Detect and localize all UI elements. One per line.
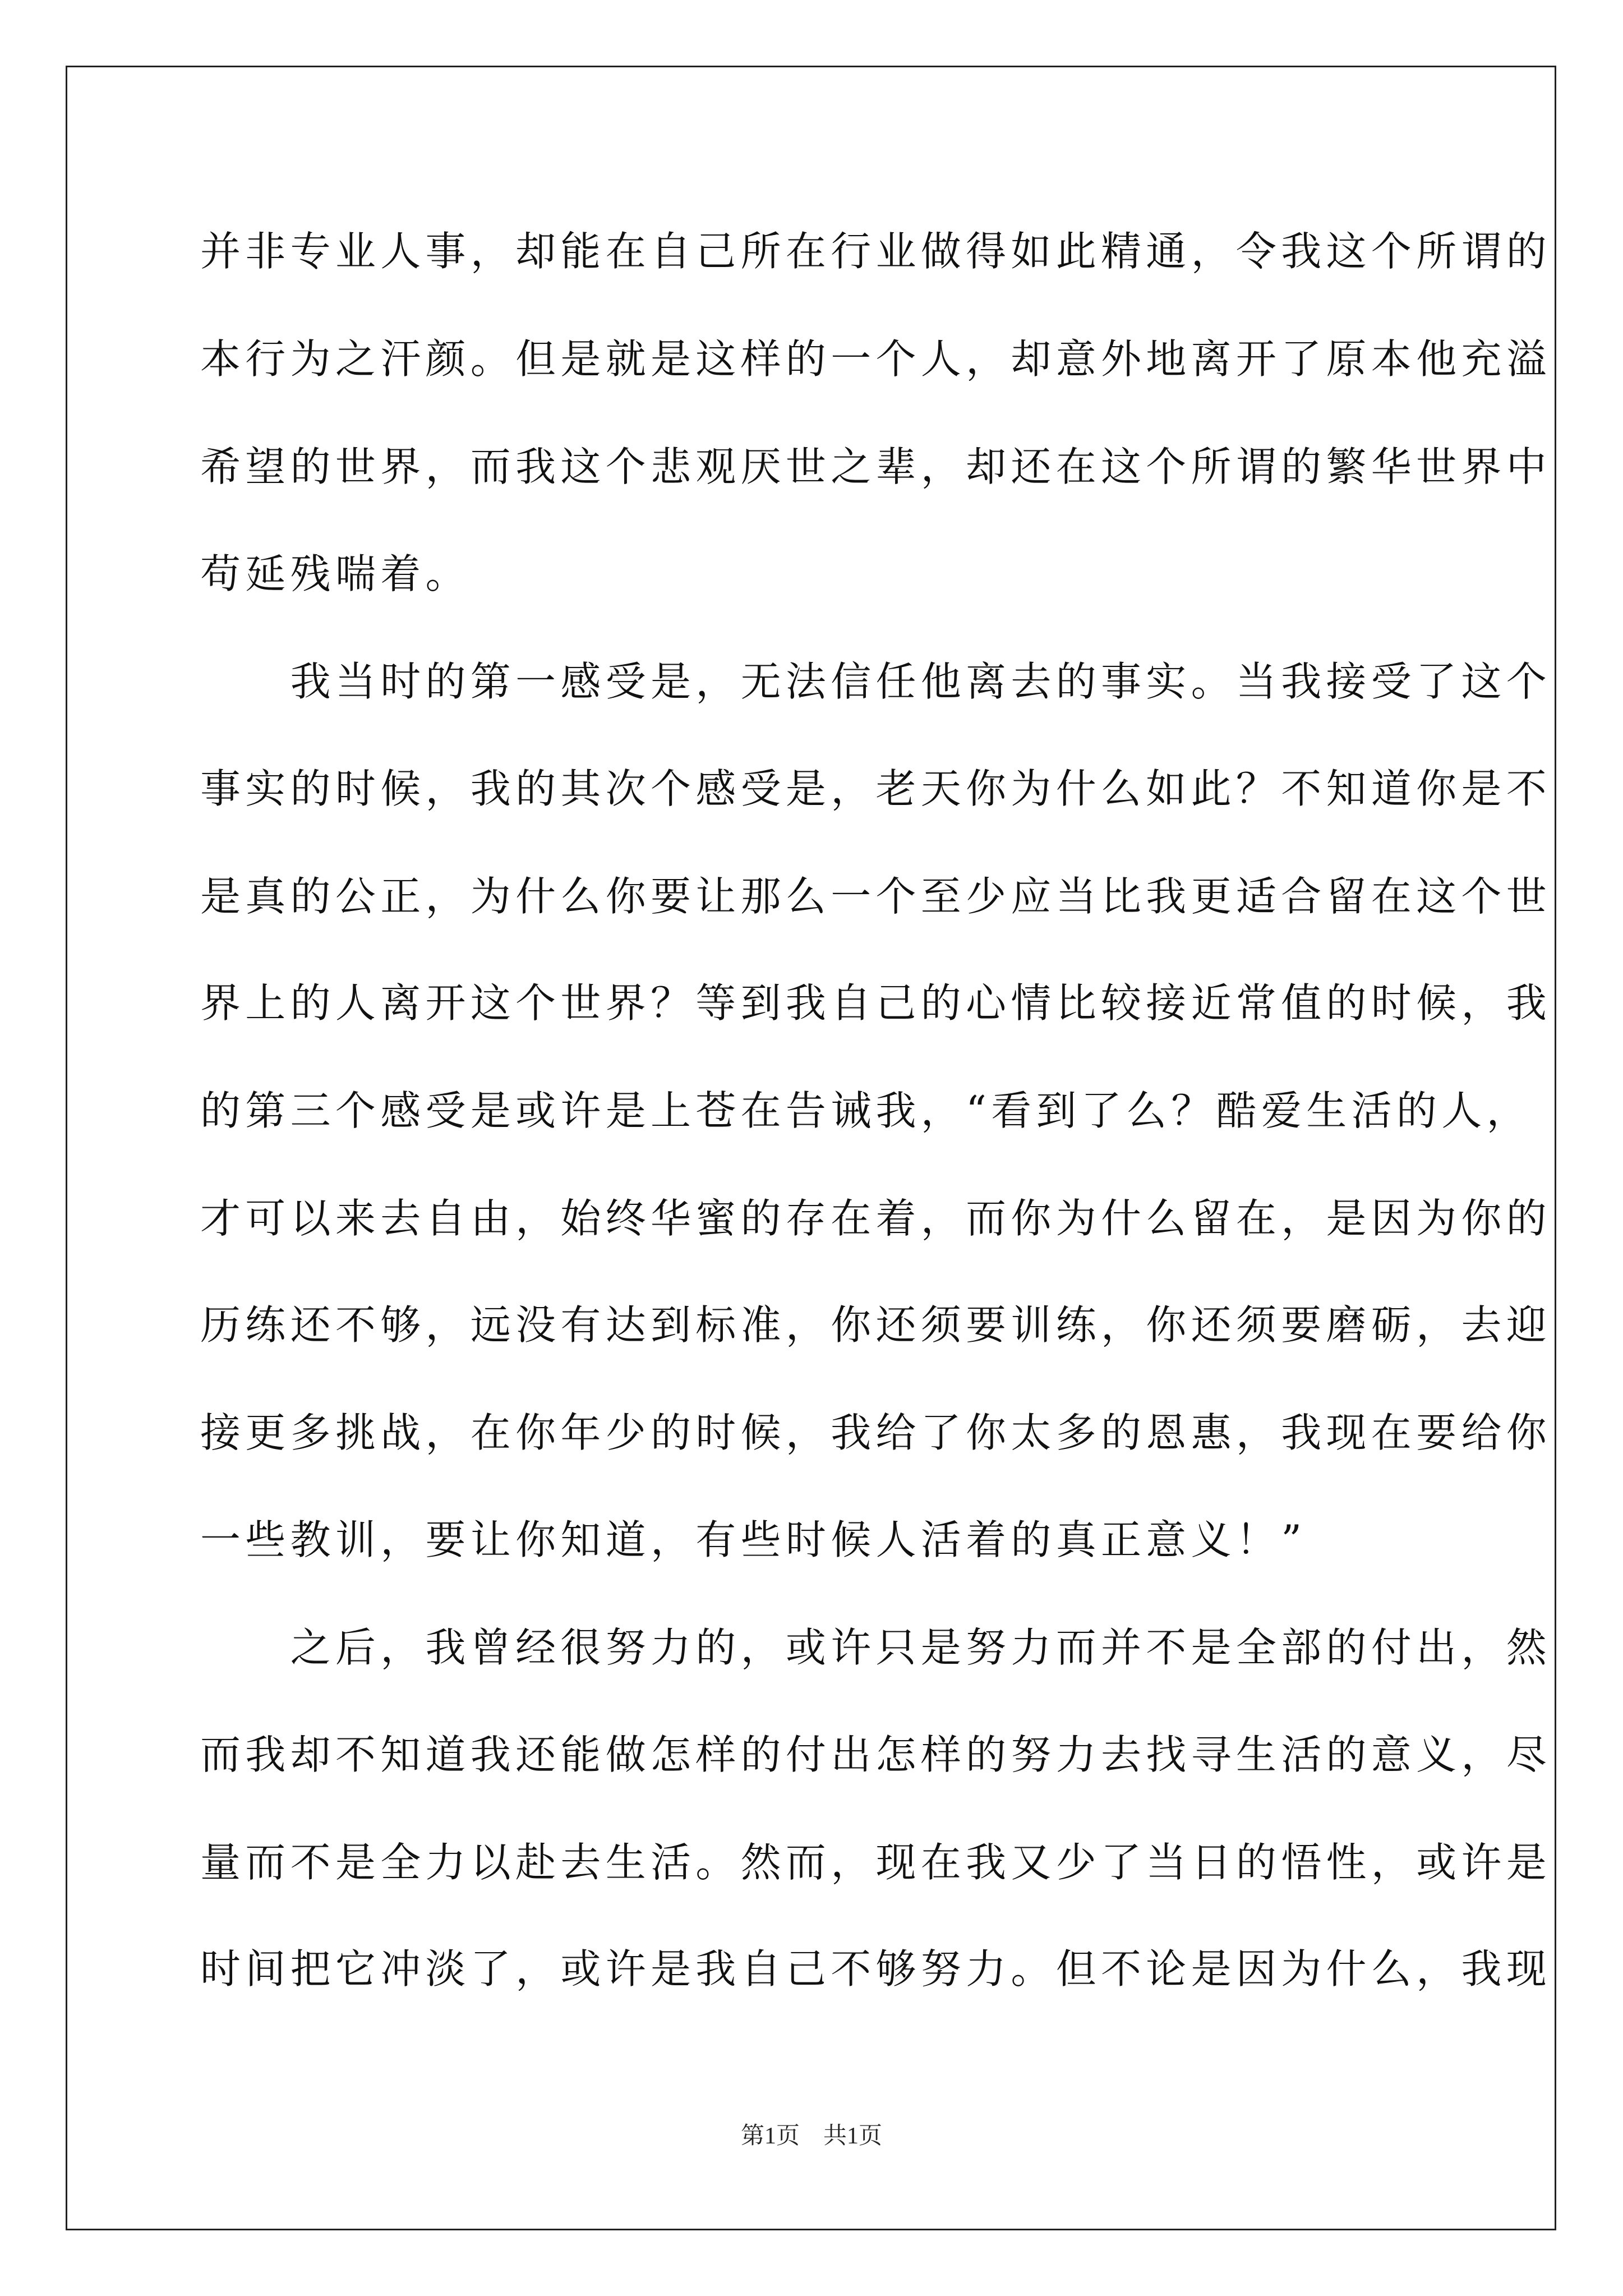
- text-line: 本行为之汗颜。但是就是这样的一个人，却意外地离开了原本他充溢: [200, 335, 1552, 383]
- text-line: 而我却不知道我还能做怎样的付出怎样的努力去找寻生活的意义，尽: [200, 1731, 1552, 1778]
- text-line: 事实的时候，我的其次个感受是，老天你为什么如此？不知道你是不: [200, 765, 1552, 812]
- text-line: 界上的人离开这个世界？等到我自己的心情比较接近常值的时候，我: [200, 979, 1552, 1027]
- text-line: 才可以来去自由，始终华蜜的存在着，而你为什么留在，是因为你的: [200, 1195, 1552, 1242]
- text-line: 时间把它冲淡了，或许是我自己不够努力。但不论是因为什么，我现: [200, 1945, 1552, 1993]
- text-line: 希望的世界，而我这个悲观厌世之辈，却还在这个所谓的繁华世界中: [200, 443, 1552, 490]
- document-body: [200, 0, 1552, 2019]
- text-line: 并非专业人事，却能在自己所在行业做得如此精通，令我这个所谓的: [200, 228, 1552, 275]
- page-footer: 第1页 共1页: [740, 2123, 882, 2149]
- text-line: 的第三个感受是或许是上苍在告诫我，“看到了么？酷爱生活的人，: [200, 1087, 1532, 1134]
- text-line: 一些教训，要让你知道，有些时候人活着的真正意义！”: [200, 1516, 1307, 1563]
- text-line: 接更多挑战，在你年少的时候，我给了你太多的恩惠，我现在要给你: [200, 1409, 1552, 1456]
- text-line: 之后，我曾经很努力的，或许只是努力而并不是全部的付出，然: [200, 1624, 1552, 1671]
- text-line: 是真的公正，为什么你要让那么一个至少应当比我更适合留在这个世: [200, 873, 1552, 920]
- text-line: 苟延残喘着。: [200, 550, 471, 597]
- text-line: 量而不是全力以赴去生活。然而，现在我又少了当日的悟性，或许是: [200, 1839, 1552, 1886]
- text-line: 我当时的第一感受是，无法信任他离去的事实。当我接受了这个: [200, 658, 1552, 705]
- text-line: 历练还不够，远没有达到标准，你还须要训练，你还须要磨砺，去迎: [200, 1301, 1552, 1349]
